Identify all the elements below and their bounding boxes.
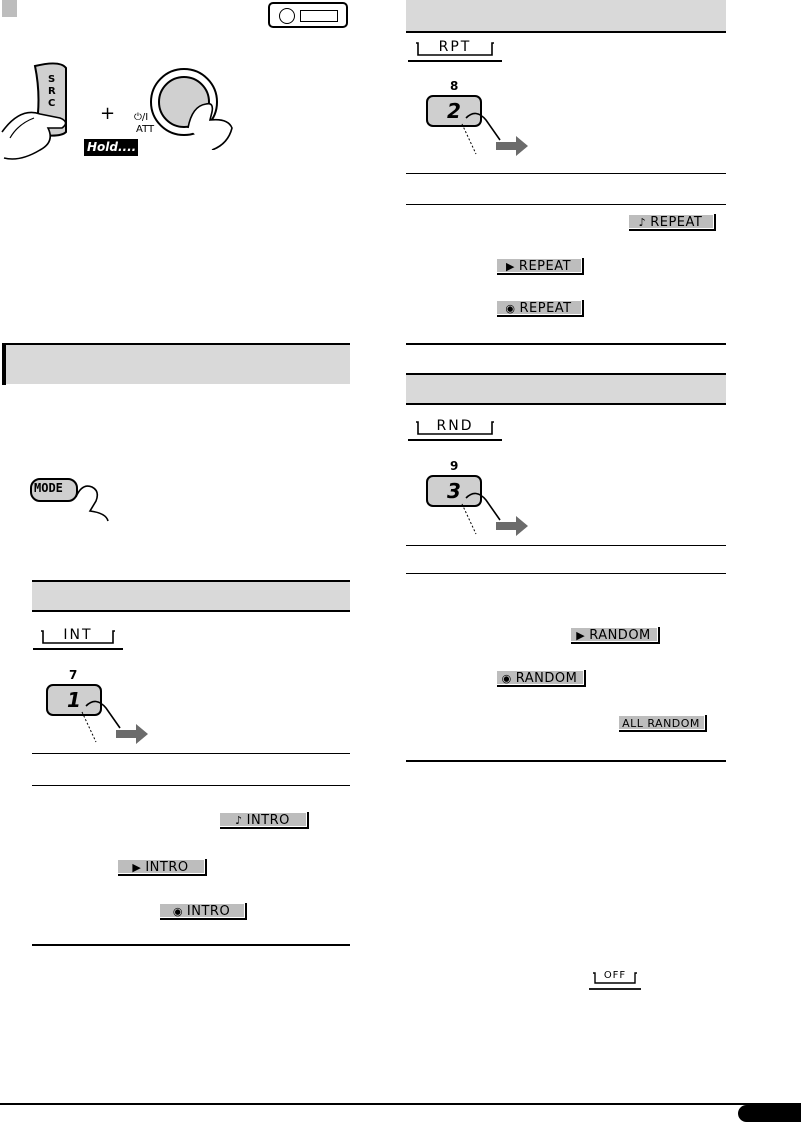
intro-lcd-text: INT xyxy=(63,627,93,643)
off-lcd-label xyxy=(589,971,641,991)
random-folder-display: ▶ RANDOM xyxy=(571,627,660,644)
random-table-rule xyxy=(406,573,726,574)
disc-icon: ◉ xyxy=(501,672,512,685)
random-key-number: 9 xyxy=(450,459,459,473)
power-label: ⏻/I xyxy=(134,112,149,123)
repeat-lcd-text: RPT xyxy=(438,39,472,55)
repeat-track-display: ♪ REPEAT xyxy=(629,214,716,231)
repeat-key-number: 8 xyxy=(450,79,459,93)
repeat-header-bottom-rule xyxy=(406,31,726,33)
random-header-top-rule xyxy=(406,373,726,375)
repeat-lcd-label xyxy=(408,41,502,63)
random-lcd-text: RND xyxy=(436,418,474,434)
repeat-table-rule xyxy=(406,173,726,174)
repeat-disc-display: ◉ REPEAT xyxy=(497,300,584,317)
intro-track-display: ♪ INTRO xyxy=(220,812,309,829)
mode-button-label: MODE xyxy=(34,481,63,495)
random-lcd-label xyxy=(408,420,502,442)
repeat-key: 2 xyxy=(426,95,482,127)
repeat-folder-display: ▶ REPEAT xyxy=(497,258,584,275)
intro-lcd-label xyxy=(33,629,123,651)
intro-header-bottom-rule xyxy=(32,610,350,612)
src-letter: R xyxy=(48,86,56,97)
intro-key: 1 xyxy=(46,684,102,716)
att-label: ATT xyxy=(136,124,155,135)
hold-badge xyxy=(84,139,138,156)
note-icon: ♪ xyxy=(235,814,243,827)
disc-icon: ◉ xyxy=(505,302,516,315)
intro-table-rule xyxy=(32,753,350,754)
intro-header-bar xyxy=(32,581,350,611)
repeat-header-bar xyxy=(406,0,726,32)
src-letter: S xyxy=(48,74,56,85)
random-table-end-rule xyxy=(406,760,726,762)
repeat-press-illustration xyxy=(456,108,536,158)
folder-icon: ▶ xyxy=(576,629,586,642)
random-header-bar xyxy=(406,374,726,404)
random-press-illustration xyxy=(456,488,536,538)
src-letter: C xyxy=(48,98,56,109)
note-icon: ♪ xyxy=(638,216,647,229)
disc-icon: ◉ xyxy=(172,905,183,918)
step-marker xyxy=(2,0,17,17)
hold-label: Hold.... xyxy=(87,140,137,154)
intro-key-number: 7 xyxy=(69,668,78,682)
plus-sign: + xyxy=(100,103,116,124)
folder-icon: ▶ xyxy=(505,260,515,273)
intro-table-end-rule xyxy=(32,944,350,946)
off-lcd-text: OFF xyxy=(603,970,627,981)
page-number-tab xyxy=(738,1105,801,1122)
intro-press-illustration xyxy=(76,696,156,746)
intro-table-rule xyxy=(32,785,350,786)
intro-disc-display: ◉ INTRO xyxy=(160,903,247,920)
section-header-left-rule xyxy=(2,343,6,385)
repeat-table-end-rule xyxy=(406,343,726,345)
random-key: 3 xyxy=(426,475,482,507)
section-header-bar xyxy=(2,344,350,384)
random-disc-display: ◉ RANDOM xyxy=(497,670,586,687)
random-all-display: ALL RANDOM xyxy=(619,715,707,732)
random-table-rule xyxy=(406,545,726,546)
footer-rule xyxy=(0,1103,801,1105)
intro-folder-display: ▶ INTRO xyxy=(118,859,207,876)
unit-icon xyxy=(268,2,348,28)
folder-icon: ▶ xyxy=(132,861,142,874)
volume-knob-illustration xyxy=(148,66,238,150)
random-header-bottom-rule xyxy=(406,403,726,405)
section-header-top-rule xyxy=(2,343,350,345)
repeat-table-rule xyxy=(406,204,726,205)
intro-header-top-rule xyxy=(32,580,350,582)
